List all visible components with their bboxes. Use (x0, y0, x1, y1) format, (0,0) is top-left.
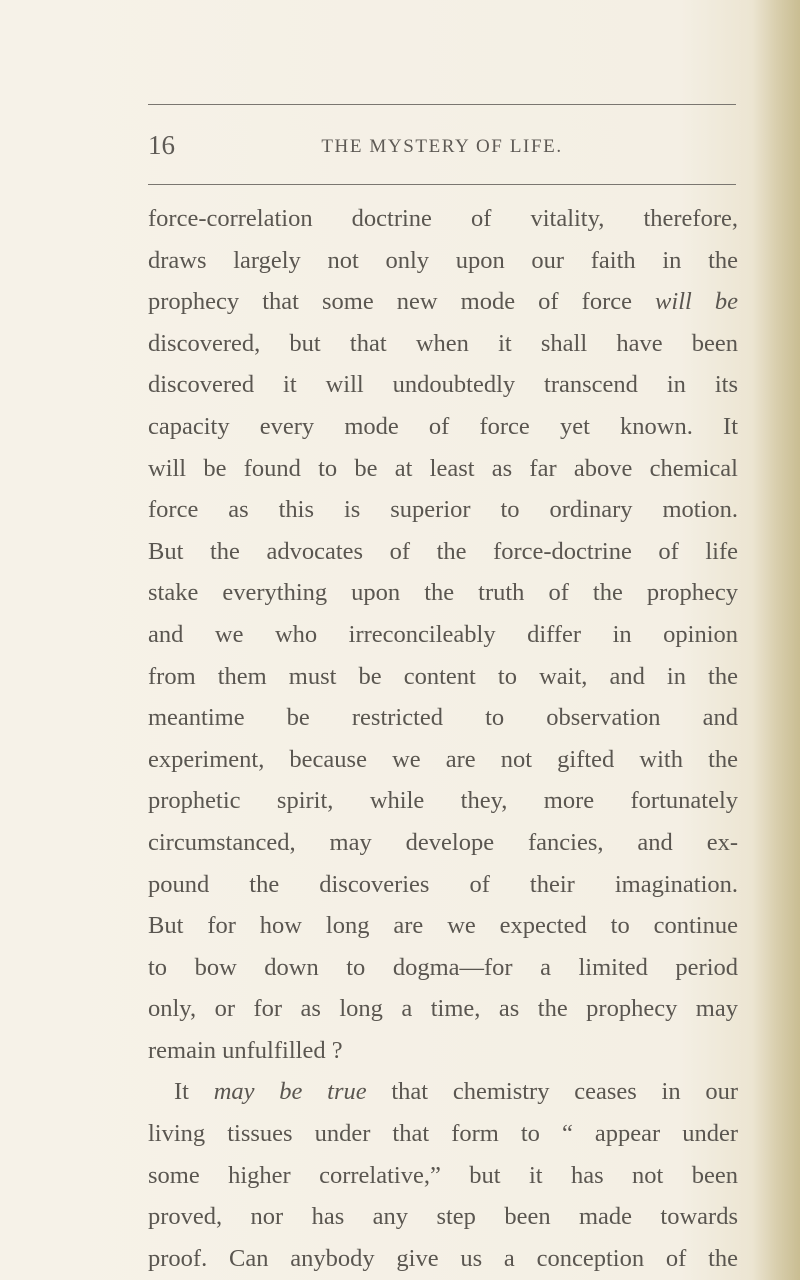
text-line: and we who irreconcileably differ in opinion (148, 620, 738, 648)
text-line: from them must be content to wait, and in the (148, 662, 738, 690)
text-line: But the advocates of the force-doctrine of life (148, 537, 738, 565)
text-line: It may be true that chemistry ceases in our (174, 1078, 738, 1106)
text-line: discovered it will undoubtedly transcend in its (148, 371, 738, 399)
text-line: meantime be restricted to observation and (148, 704, 738, 732)
text-line: some higher correlative,” but it has not been (148, 1161, 738, 1189)
header-rule (148, 184, 736, 185)
text-line: prophecy that some new mode of force will be (148, 288, 738, 316)
text-line: only, or for as long a time, as the prophecy may (148, 995, 738, 1023)
text-line: to bow down to dogma—for a limited period (148, 953, 738, 981)
top-rule (148, 104, 736, 105)
text-line: capacity every mode of force yet known. It (148, 412, 738, 440)
text-line: proof. Can anybody give us a conception of the (148, 1244, 738, 1272)
text-line: circumstanced, may develope fancies, and ex- (148, 828, 738, 856)
emphasis: may be true (213, 1078, 367, 1106)
text-line: draws largely not only upon our faith in the (148, 246, 738, 274)
text-line: will be found to be at least as far above chemical (148, 454, 738, 482)
text-line: living tissues under that form to “ appear under (148, 1120, 738, 1148)
text-line: force-correlation doctrine of vitality, therefore, (148, 205, 738, 232)
text-line: prophetic spirit, while they, more fortunately (148, 787, 738, 815)
running-title: THE MYSTERY OF LIFE. (321, 136, 563, 157)
text-line: stake everything upon the truth of the prophecy (148, 579, 738, 607)
text-line: force as this is superior to ordinary motion. (148, 496, 738, 524)
text-line: remain unfulfilled ? (148, 1036, 343, 1064)
text-line: But for how long are we expected to continue (148, 912, 738, 940)
text-line: pound the discoveries of their imagination. (148, 870, 738, 898)
text-line: proved, nor has any step been made towards (148, 1203, 738, 1231)
page-number: 16 (148, 130, 175, 160)
body-text (148, 198, 738, 1279)
emphasis: will be (655, 288, 738, 316)
text-line: experiment, because we are not gifted with the (148, 745, 738, 773)
text-line: discovered, but that when it shall have been (148, 329, 738, 357)
running-head (148, 130, 736, 166)
